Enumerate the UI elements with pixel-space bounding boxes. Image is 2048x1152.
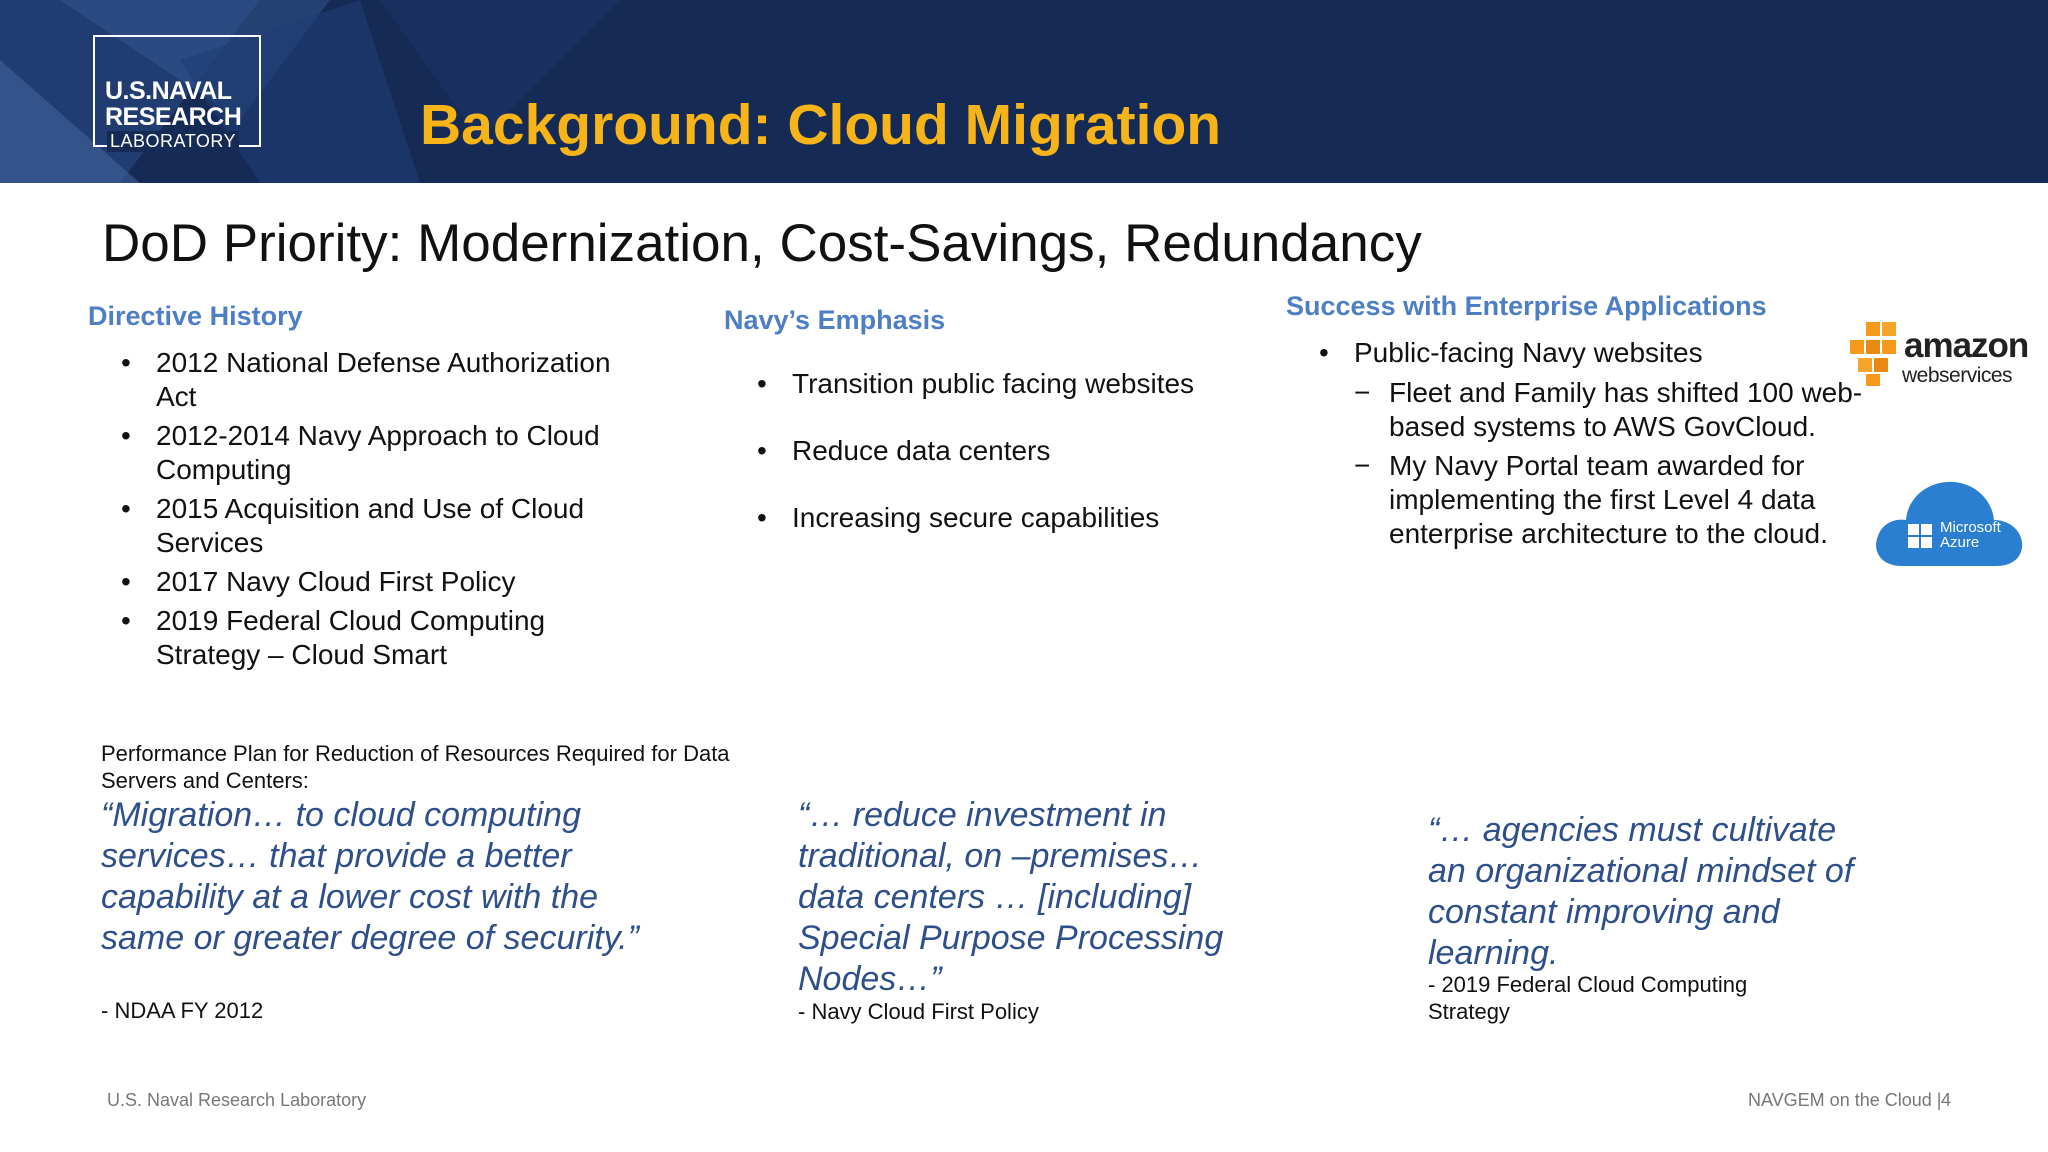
azure-logo-line2: Azure — [1940, 534, 1980, 551]
list-item: • 2015 Acquisition and Use of Cloud Services — [156, 492, 636, 560]
quote-cloud-smart: “… agencies must cultivate an organizational mindset of constant improving and learning. — [1428, 811, 1854, 972]
list-item: • 2012 National Defense Authorization Act — [156, 346, 636, 414]
azure-logo-text — [1940, 520, 2001, 550]
azure-logo-line1: Microsoft — [1940, 519, 2001, 536]
aws-logo — [1846, 318, 2036, 393]
sub-list-item: − My Navy Portal team awarded for implementing the first Level 4 data enterprise architecture to the cloud. — [1354, 449, 1874, 551]
list-item — [1354, 336, 1874, 551]
enterprise-success-list — [1354, 336, 1874, 556]
directive-history-list — [156, 346, 636, 677]
quote-attribution-ndaa: - NDAA FY 2012 — [101, 998, 264, 1023]
logo-text-line2: RESEARCH — [105, 103, 242, 131]
list-item: • 2017 Navy Cloud First Policy — [156, 565, 636, 599]
list-item: • 2012-2014 Navy Approach to Cloud Computing — [156, 419, 636, 487]
quote-cloud-first: “… reduce investment in traditional, on –premises… data centers … [including] Special Purpose Processing Nodes…” — [798, 796, 1224, 998]
logo-text-line3: LABORATORY — [107, 131, 239, 152]
list-item: • 2019 Federal Cloud Computing Strategy – Cloud Smart — [156, 604, 636, 672]
navy-emphasis-list — [792, 367, 1262, 568]
quote-attribution-cloud-first: - Navy Cloud First Policy — [798, 999, 1039, 1024]
list-item: • Transition public facing websites — [792, 367, 1262, 401]
azure-logo — [1872, 470, 2024, 570]
page-number: 4 — [1941, 1090, 1952, 1110]
sub-list-item: − Fleet and Family has shifted 100 web-based systems to AWS GovCloud. — [1354, 376, 1874, 444]
aws-logo-subtext: webservices — [1902, 364, 2013, 387]
footer-presentation-title: NAVGEM on the Cloud | — [1748, 1090, 1942, 1110]
list-item: • Reduce data centers — [792, 434, 1262, 468]
heading-enterprise-success: Success with Enterprise Applications — [1286, 291, 1767, 321]
heading-directive-history: Directive History — [88, 301, 303, 331]
heading-navy-emphasis: Navy’s Emphasis — [724, 305, 946, 335]
sub-list — [1354, 376, 1874, 551]
logo-text-line1: U.S.NAVAL — [105, 77, 232, 105]
nrl-logo — [93, 35, 261, 151]
list-item: • Increasing secure capabilities — [792, 501, 1262, 535]
slide-title: Background: Cloud Migration — [420, 93, 1222, 157]
aws-logo-text: amazon — [1904, 326, 2029, 365]
aws-cubes-icon — [1846, 318, 1902, 390]
list-item-label: Public-facing Navy websites — [1354, 337, 1703, 368]
performance-plan-note: Performance Plan for Reduction of Resources Required for Data Servers and Centers: — [101, 741, 730, 793]
slide-subtitle: DoD Priority: Modernization, Cost-Savings, Redundancy — [102, 214, 1422, 273]
quote-attribution-cloud-smart: - 2019 Federal Cloud Computing Strategy — [1428, 972, 1748, 1024]
quote-ndaa: “Migration… to cloud computing services… that provide a better capability at a lower cost with the same or greater degree of security.” — [101, 796, 639, 957]
header-banner — [0, 0, 2048, 183]
footer-organization: U.S. Naval Research Laboratory — [107, 1090, 367, 1110]
